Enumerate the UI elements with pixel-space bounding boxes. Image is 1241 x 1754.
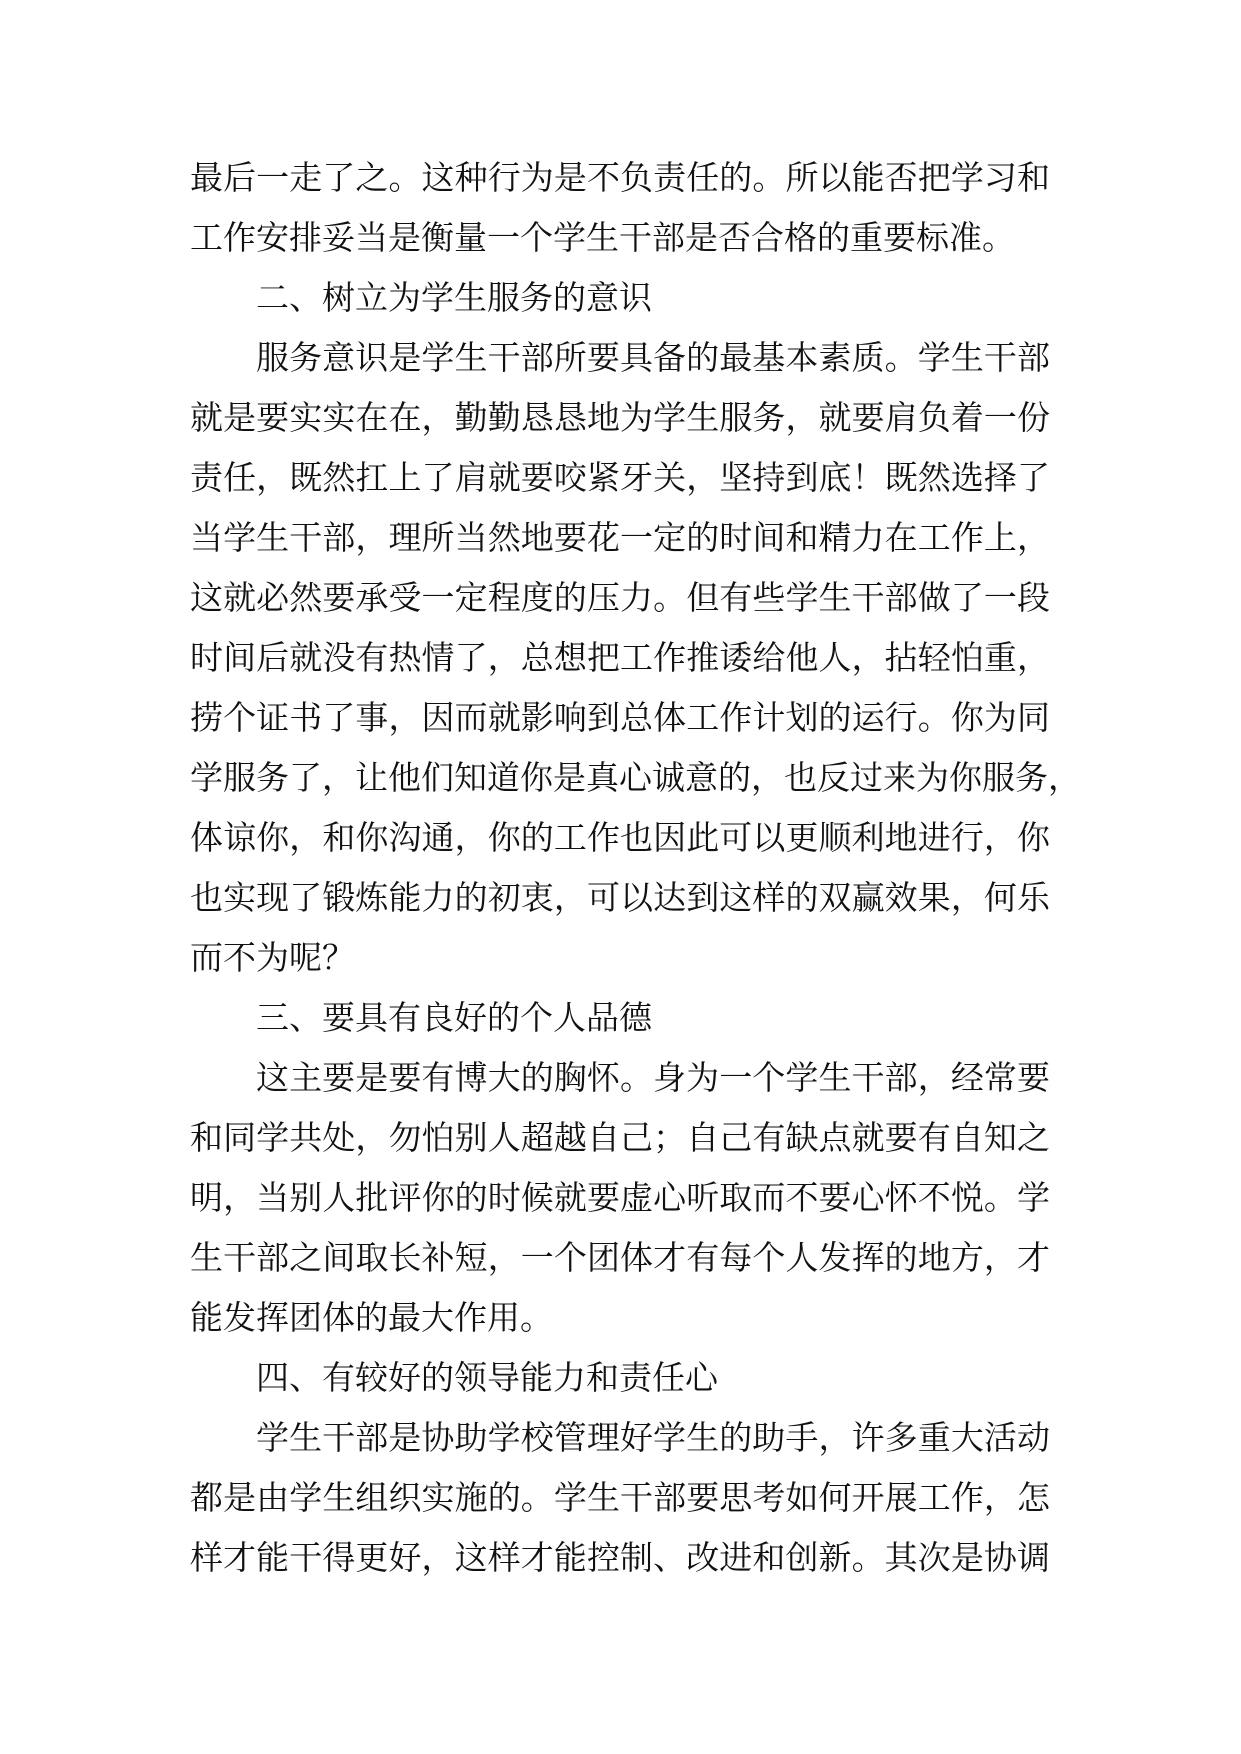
paragraph-line: 工作安排妥当是衡量一个学生干部是否合格的重要标准。 bbox=[190, 218, 1015, 257]
paragraph-line: 也实现了锻炼能力的初衷，可以达到这样的双赢效果，何乐 bbox=[190, 878, 1050, 917]
section-heading: 四、有较好的领导能力和责任心 bbox=[256, 1358, 718, 1397]
paragraph-line: 和同学共处，勿怕别人超越自己；自己有缺点就要有自知之 bbox=[190, 1118, 1050, 1157]
paragraph-line: 都是由学生组织实施的。学生干部要思考如何开展工作，怎 bbox=[190, 1478, 1050, 1517]
paragraph-line: 能发挥团体的最大作用。 bbox=[190, 1298, 553, 1337]
paragraph-line: 而不为呢？ bbox=[190, 938, 355, 977]
paragraph-line: 服务意识是学生干部所要具备的最基本素质。学生干部 bbox=[256, 338, 1050, 377]
paragraph-line: 这主要是要有博大的胸怀。身为一个学生干部，经常要 bbox=[256, 1058, 1050, 1097]
paragraph-line: 生干部之间取长补短，一个团体才有每个人发挥的地方，才 bbox=[190, 1238, 1050, 1277]
paragraph-line: 就是要实实在在，勤勤恳恳地为学生服务，就要肩负着一份 bbox=[190, 398, 1050, 437]
paragraph-line: 样才能干得更好，这样才能控制、改进和创新。其次是协调 bbox=[190, 1538, 1050, 1577]
section-heading: 三、要具有良好的个人品德 bbox=[256, 998, 652, 1037]
document-body bbox=[190, 148, 1081, 1588]
paragraph-line: 学生干部是协助学校管理好学生的助手，许多重大活动 bbox=[256, 1418, 1050, 1457]
paragraph-line: 体谅你，和你沟通，你的工作也因此可以更顺利地进行，你 bbox=[190, 818, 1050, 857]
paragraph-line: 最后一走了之。这种行为是不负责任的。所以能否把学习和 bbox=[190, 158, 1050, 197]
section-heading: 二、树立为学生服务的意识 bbox=[256, 278, 652, 317]
paragraph-line: 捞个证书了事，因而就影响到总体工作计划的运行。你为同 bbox=[190, 698, 1050, 737]
paragraph-line: 明，当别人批评你的时候就要虚心听取而不要心怀不悦。学 bbox=[190, 1178, 1050, 1217]
paragraph-line: 这就必然要承受一定程度的压力。但有些学生干部做了一段 bbox=[190, 578, 1050, 617]
paragraph-line: 当学生干部，理所当然地要花一定的时间和精力在工作上， bbox=[190, 518, 1050, 557]
paragraph-line: 学服务了，让他们知道你是真心诚意的，也反过来为你服务， bbox=[190, 758, 1081, 797]
paragraph-line: 责任，既然扛上了肩就要咬紧牙关，坚持到底！既然选择了 bbox=[190, 458, 1050, 497]
paragraph-line: 时间后就没有热情了，总想把工作推诿给他人，拈轻怕重， bbox=[190, 638, 1050, 677]
